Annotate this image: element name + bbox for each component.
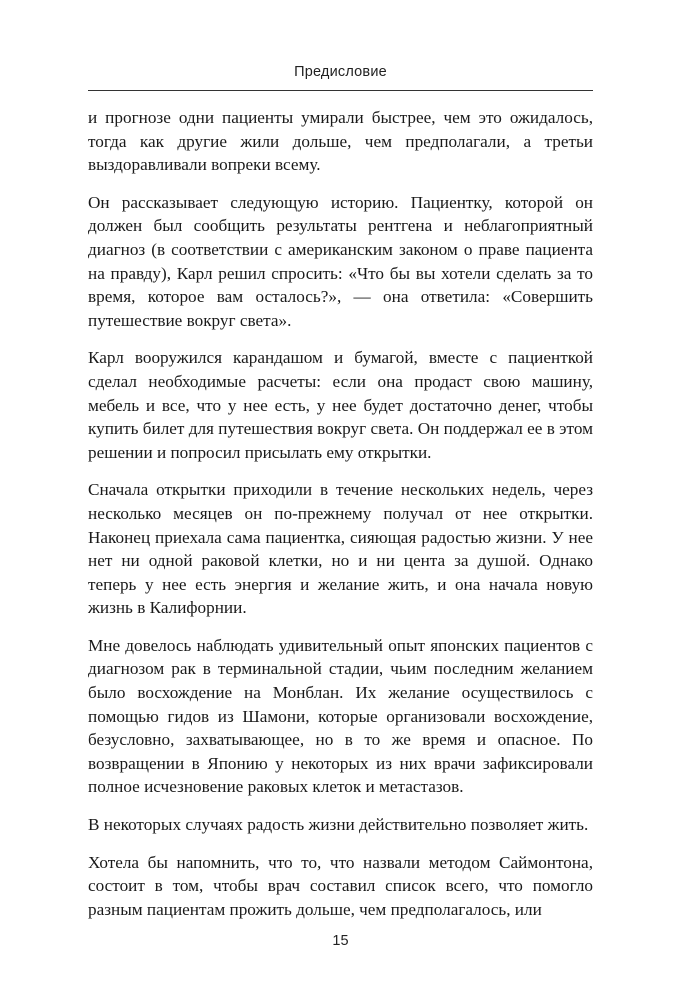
running-header: Предисловие	[294, 64, 387, 80]
header-divider	[88, 90, 593, 91]
paragraph: и прогнозе одни пациенты умирали быстрее, чем это ожидалось, тогда как другие жили дольше, чем предполагали, а третьи выздоравливали вопреки всему.	[88, 108, 593, 175]
page-number: 15	[332, 933, 349, 949]
paragraph: Карл вооружился карандашом и бумагой, вместе с пациенткой сделал необходимые расчеты: если она продаст свою машину, мебель и все, что у нее есть, у нее будет достаточно денег, чтобы купить билет для путешествия вокруг света. Он поддержал ее в этом решении и попросил присылать ему открытки.	[88, 348, 593, 462]
paragraph: Хотела бы напомнить, что то, что назвали методом Саймонтона, состоит в том, чтобы врач составил список всего, что помогло разным пациентам прожить дольше, чем предполагалось, или	[88, 852, 593, 919]
paragraph: Он рассказывает следующую историю. Пациентку, которой он должен был сообщить результаты рентгена и неблагоприятный диагноз (в соответствии с американским законом о праве пациента на правду), Карл решил спросить: «Что бы вы хотели сделать за то время, которое вам осталось?», — она ответила: «Совершить путешествие вокруг света».	[88, 192, 593, 330]
paragraph: Сначала открытки приходили в течение нескольких недель, через несколько месяцев он по-прежнему получал от нее открытки. Наконец приехала сама пациентка, сияющая радостью жизни. У нее нет ни одной раковой клетки, но и ни цента за душой. Однако теперь у нее есть энергия и желание жить, и она начала новую жизнь в Калифорнии.	[88, 480, 593, 618]
paragraph: В некоторых случаях радость жизни действительно позволяет жить.	[88, 815, 589, 835]
body-text	[88, 106, 593, 935]
paragraph: Мне довелось наблюдать удивительный опыт японских пациентов с диагнозом рак в терминальной стадии, чьим последним желанием было восхождение на Монблан. Их желание осуществилось с помощью гидов из Шамони, которые организовали восхождение, безусловно, захватывающее, но в то же время и опасное. По возвращении в Японию у некоторых из них врачи зафиксировали полное исчезновение раковых клеток и метастазов.	[88, 635, 593, 797]
